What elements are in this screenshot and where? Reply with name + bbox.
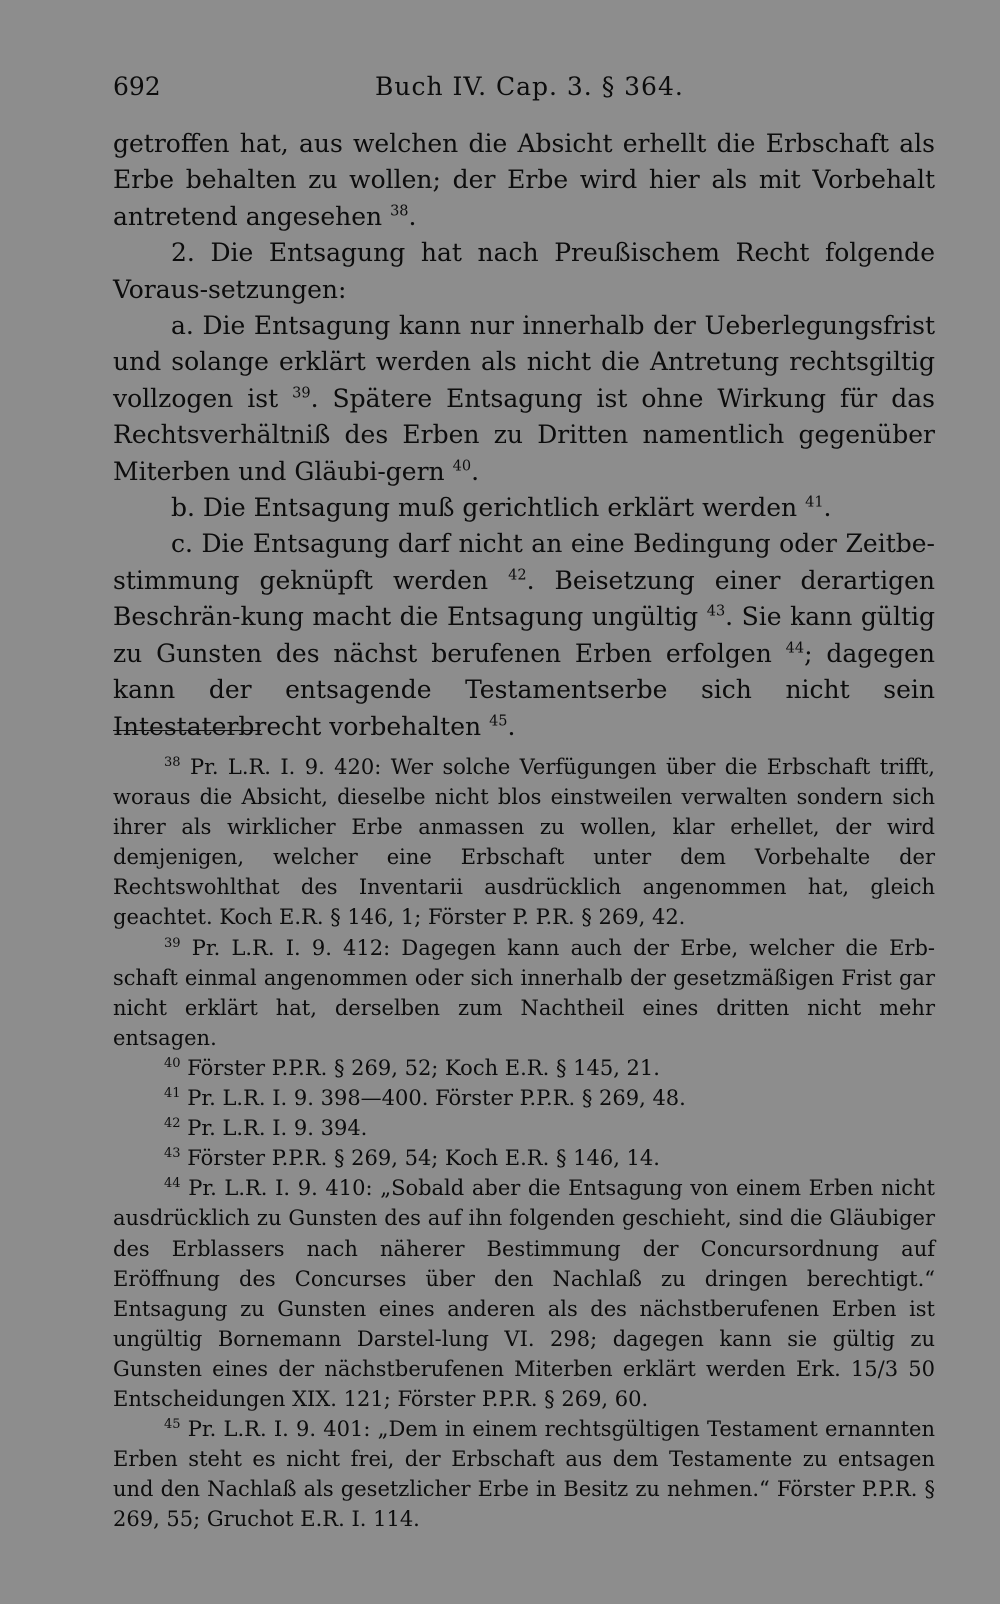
paragraph-b-text: b. Die Entsagung muß gerichtlich erklärt werden xyxy=(171,493,798,523)
footnote-ref-41: 41 xyxy=(805,494,824,511)
paragraph-c-end: . xyxy=(507,711,516,741)
paragraph-b-end: . xyxy=(823,493,832,523)
page-header xyxy=(113,68,935,108)
footnote-ref-44: 44 xyxy=(785,640,805,657)
footnote-number: 41 xyxy=(164,1086,181,1102)
footnote-number: 44 xyxy=(164,1176,181,1192)
footnote-38 xyxy=(113,752,935,933)
paragraph-a-text-2: . Spätere Entsagung ist ohne Wirkung für das Rechtsverhältniß des Erben zu Dritten namentlich gegenüber Miterben und Gläubi-gern xyxy=(113,383,935,486)
footnote-ref-39: 39 xyxy=(292,385,311,402)
footnote-number: 39 xyxy=(164,935,181,951)
paragraph-2: 2. Die Entsagung hat nach Preußischem Recht folgende Voraus-setzungen: xyxy=(113,238,935,304)
footnote-ref-43: 43 xyxy=(706,603,726,620)
footnote-text: Förster P.P.R. § 269, 54; Koch E.R. § 146, 14. xyxy=(187,1146,660,1171)
footnote-number: 42 xyxy=(164,1116,181,1132)
paragraph-1-text: getroffen hat, aus welchen die Absicht erhellt die Erbschaft als Erbe behalten zu wollen; der Erbe wird hier als mit Vorbehalt antretend angesehen xyxy=(113,129,935,231)
footnote-45 xyxy=(113,1414,935,1534)
paragraph-b xyxy=(113,490,935,526)
paragraph-c-text-4: ; dagegen kann der entsagende Testamentserbe sich nicht sein Intestaterbrecht vorbehalten xyxy=(113,638,935,741)
footnote-number: 38 xyxy=(164,755,181,770)
footnote-42 xyxy=(113,1113,935,1143)
footnote-43 xyxy=(113,1143,935,1173)
footnote-text: Förster P.P.R. § 269, 52; Koch E.R. § 145, 21. xyxy=(187,1055,660,1080)
footnotes xyxy=(113,752,935,1534)
paragraph-a xyxy=(113,308,935,490)
paragraph-a-end: . xyxy=(471,456,480,486)
main-text xyxy=(113,126,935,745)
paragraph-c-text-3: . Sie kann gültig zu Gunsten des nächst berufenen Erben erfolgen xyxy=(113,602,935,668)
footnote-number: 45 xyxy=(164,1417,181,1433)
running-title: Buch IV. Cap. 3. § 364. xyxy=(375,72,684,101)
footnote-text: Pr. L.R. I. 9. 401: „Dem in einem rechtsgültigen Testament ernannten Erben steht es nicht frei, der Erbschaft aus dem Testamente zu entsagen und den Nachlaß als gesetzlicher Erbe in Besitz zu nehmen.“ Förster P.P.R. § 269, 55; Gruchot E.R. I. 114. xyxy=(113,1417,935,1532)
footnote-text: Pr. L.R. I. 9. 394. xyxy=(187,1116,368,1141)
footnote-number: 43 xyxy=(164,1146,181,1162)
footnote-separator xyxy=(113,730,261,731)
footnote-40 xyxy=(113,1053,935,1083)
footnote-39 xyxy=(113,933,935,1053)
footnote-text: Pr. L.R. I. 9. 420: Wer solche Verfügungen über die Erbschaft trifft, woraus die Absicht, dieselbe nicht blos einstweilen verwalten sondern sich ihrer als wirklicher Erbe anmassen zu wollen, klar erhellet, der wird demjenigen, welcher eine Erbschaft unter dem Vorbehalte der Rechtswohlthat des Inventarii ausdrücklich angenommen hat, gleich geachtet. Koch E.R. § 146, 1; Förster P. P.R. § 269, 42. xyxy=(113,755,935,930)
footnote-ref-38: 38 xyxy=(390,203,409,220)
footnote-text: Pr. L.R. I. 9. 412: Dagegen kann auch der Erbe, welcher die Erb-schaft einmal angenommen oder sich innerhalb der gesetzmäßigen Frist gar nicht erklärt hat, derselben zum Nachtheil eines dritten nicht mehr entsagen. xyxy=(113,935,935,1050)
page-number: 692 xyxy=(113,72,161,101)
footnote-ref-42: 42 xyxy=(508,567,527,584)
paragraph-a-text-1: a. Die Entsagung kann nur innerhalb der Ueberlegungsfrist und solange erklärt werden als nicht die Antretung rechtsgiltig vollzogen ist xyxy=(113,311,935,413)
paragraph-1-end: . xyxy=(408,201,417,231)
footnote-text: Pr. L.R. I. 9. 410: „Sobald aber die Entsagung von einem Erben nicht ausdrücklich zu Gunsten des auf ihn folgenden geschieht, sind die Gläubiger des Erblassers nach näherer Bestimmung der Concursordnung auf Eröffnung des Concurses über den Nachlaß zu dringen berechtigt.“ Entsagung zu Gunsten eines anderen als des nächstberufenen Erben ist ungültig Bornemann Darstel-lung VI. 298; dagegen kann sie gültig zu Gunsten eines der nächstberufenen Miterben erklärt werden Erk. 15/3 50 Entscheidungen XIX. 121; Förster P.P.R. § 269, 60. xyxy=(113,1176,935,1411)
footnote-ref-45: 45 xyxy=(489,713,508,730)
paragraph-c-text-1: c. Die Entsagung darf nicht an eine Bedingung oder Zeitbe-stimmung geknüpft werden xyxy=(113,529,935,595)
footnote-41 xyxy=(113,1083,935,1113)
footnote-44 xyxy=(113,1173,935,1414)
paragraph-c xyxy=(113,526,935,744)
footnote-ref-40: 40 xyxy=(452,458,472,475)
footnote-number: 40 xyxy=(164,1055,181,1071)
paragraph-1 xyxy=(113,126,935,235)
paragraph-c-text-2: . Beisetzung einer derartigen Beschrän-kung macht die Entsagung ungültig xyxy=(113,565,936,632)
footnote-text: Pr. L.R. I. 9. 398—400. Förster P.P.R. § 269, 48. xyxy=(187,1086,686,1111)
